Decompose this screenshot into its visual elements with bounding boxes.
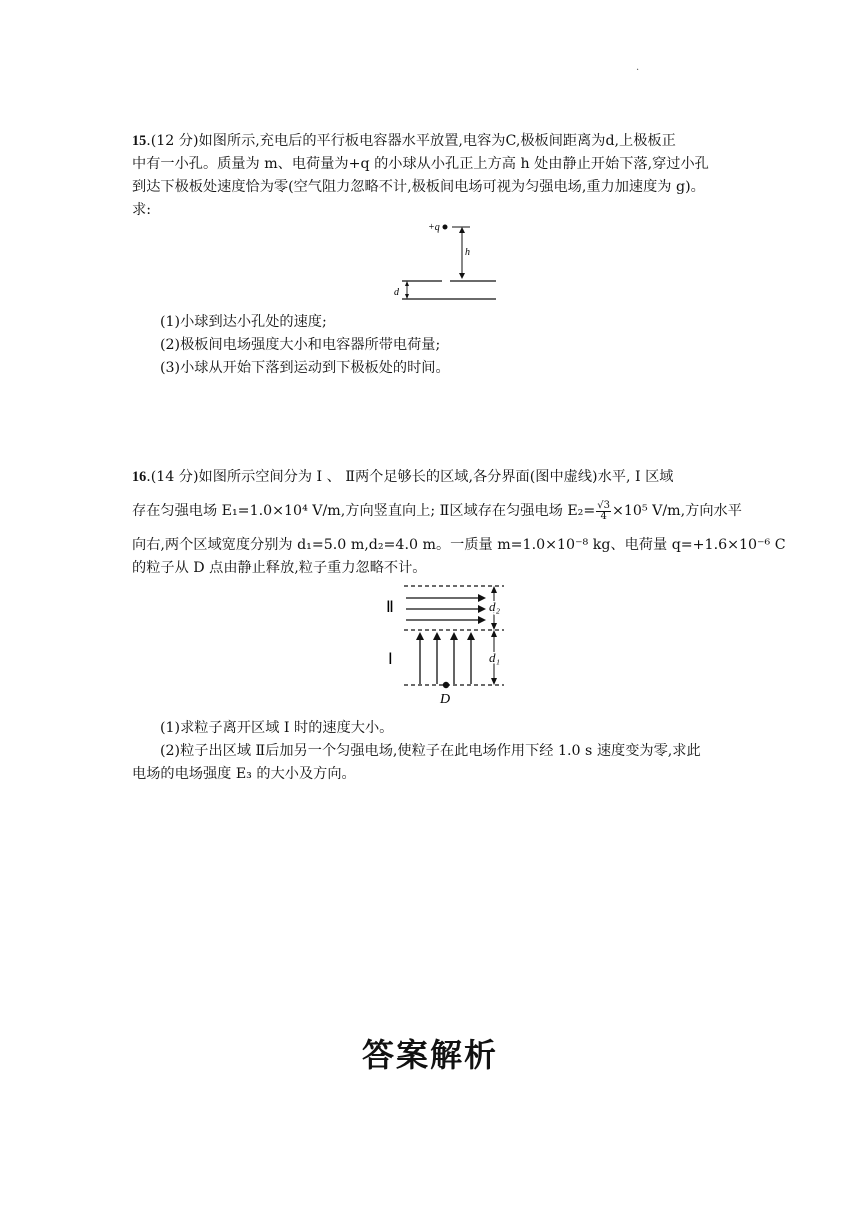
q16-line2-a: 存在匀强电场 E₁=1.0×10⁴ V/m,方向竖直向上; Ⅱ区域存在匀强电场 E₂= — [132, 503, 596, 519]
q16-sub1: (1)求粒子离开区域 Ⅰ 时的速度大小。 — [160, 720, 394, 736]
q16-line1 — [132, 466, 673, 486]
q15-charge-label: +q — [428, 222, 440, 233]
e2-field-arrows — [406, 594, 486, 624]
d2-label: d₂ — [489, 599, 501, 614]
q15-charge-dot — [443, 225, 448, 230]
q16-line1-text: .(14 分)如图所示空间分为 Ⅰ 、 Ⅱ两个足够长的区域,各分界面(图中虚线)水平, Ⅰ 区域 — [146, 469, 674, 485]
q15-sub1: (1)小球到达小孔处的速度; — [160, 314, 327, 330]
q16-line2-b: ×10⁵ V/m,方向水平 — [612, 503, 742, 519]
q16-sub2-line1: (2)粒子出区域 Ⅱ后加另一个匀强电场,使粒子在此电场作用下经 1.0 s 速度变为零,求此 — [160, 743, 701, 759]
q16-line3: 向右,两个区域宽度分别为 d₁=5.0 m,d₂=4.0 m。一质量 m=1.0×10⁻⁸ kg、电荷量 q=+1.6×10⁻⁶ C — [132, 537, 786, 553]
q16-field-regions-figure — [380, 578, 520, 710]
q16-sub2-line2: 电场的电场强度 E₃ 的大小及方向。 — [132, 766, 356, 782]
q15-line1 — [132, 130, 676, 150]
q16-line2 — [132, 500, 742, 522]
point-d-label: D — [440, 692, 451, 707]
region-2-label: Ⅱ — [386, 599, 394, 616]
q15-intro-line4: 求: — [132, 202, 151, 218]
q15-intro-line3: 到达下极板处速度恰为零(空气阻力忽略不计,极板间电场可视为匀强电场,重力加速度为 g)。 — [132, 179, 705, 195]
point-d-dot — [443, 682, 449, 688]
q15-h-label: h — [465, 247, 470, 258]
q15-capacitor-figure — [388, 218, 508, 306]
answer-section-title: 答案解析 — [361, 1036, 498, 1074]
sqrt3-over-4-fraction — [596, 501, 611, 522]
fraction-denominator: 4 — [600, 510, 607, 522]
q15-sub2: (2)极板间电场强度大小和电容器所带电荷量; — [160, 337, 441, 353]
q15-number: 15 — [132, 133, 147, 149]
q15-intro-line2: 中有一小孔。质量为 m、电荷量为+q 的小球从小孔正上方高 h 处由静止开始下落,穿过小孔 — [132, 156, 709, 172]
header-mark: . — [636, 62, 640, 73]
e1-field-arrows — [416, 632, 475, 684]
fraction-numerator: √3 — [597, 499, 610, 511]
d1-label: d₁ — [489, 650, 501, 665]
region-1-label: Ⅰ — [388, 651, 393, 668]
q15-sub3: (3)小球从开始下落到运动到下极板处的时间。 — [160, 360, 450, 376]
q16-line4: 的粒子从 D 点由静止释放,粒子重力忽略不计。 — [132, 560, 427, 576]
q15-d-label: d — [394, 287, 399, 298]
q16-number: 16 — [132, 469, 147, 485]
q15-intro-line1: .(12 分)如图所示,充电后的平行板电容器水平放置,电容为C,极板间距离为d,上极板正 — [146, 133, 676, 149]
